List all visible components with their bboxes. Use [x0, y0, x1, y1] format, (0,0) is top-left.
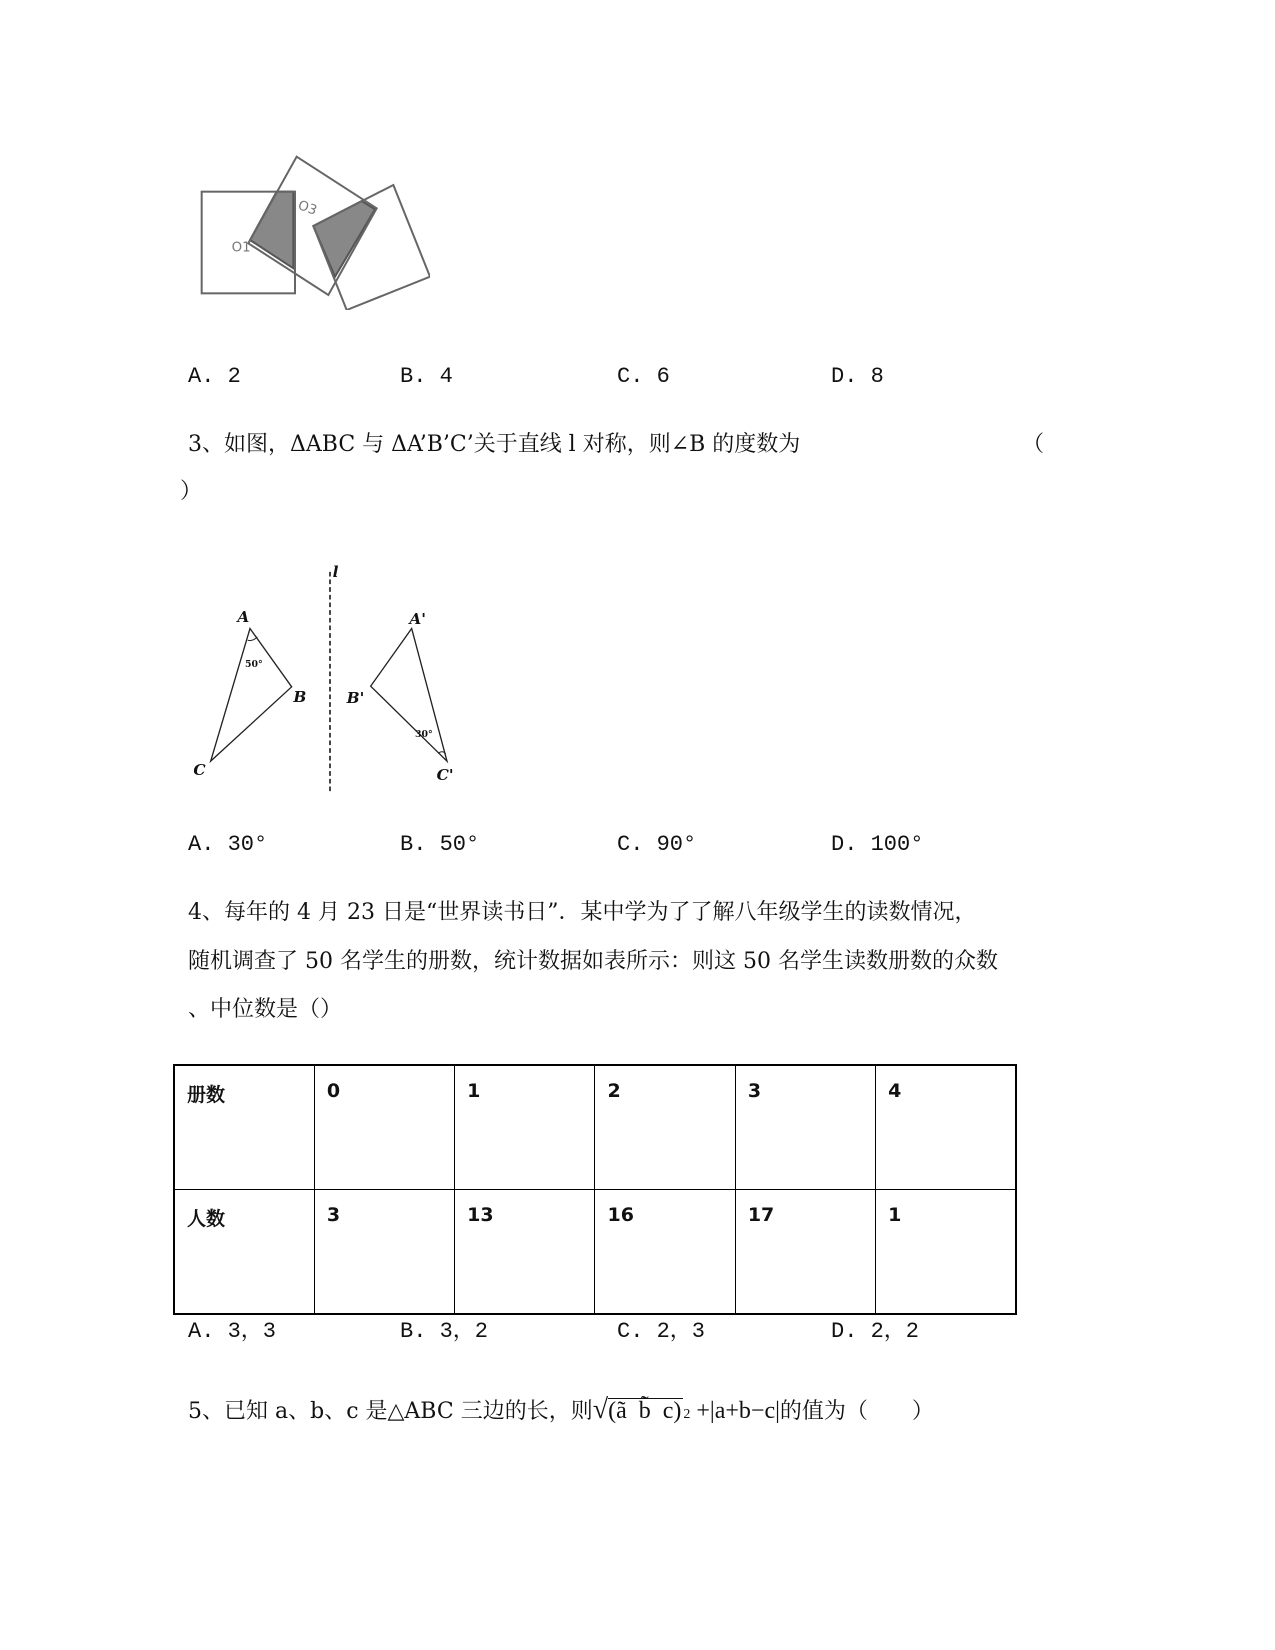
q3-question: 3、如图，ΔABC 与 ΔA’B’C’关于直线 l 对称，则∠B 的度数为 [188, 432, 801, 457]
table-cell: 4 [876, 1065, 1016, 1190]
q5-question [188, 1396, 934, 1424]
table-cell: 人数 [174, 1190, 314, 1315]
q3-paren-open: （ [1022, 432, 1045, 457]
triangle-abc [211, 629, 292, 762]
q4-line-3: 、中位数是（） [188, 997, 343, 1022]
table-cell: 13 [455, 1190, 595, 1315]
q5-suffix: 的值为（ ） [779, 1399, 934, 1424]
q2-option-a[interactable]: A. 2 [188, 364, 241, 389]
table-cell: 3 [314, 1190, 454, 1315]
q2-option-c[interactable]: C. 6 [617, 364, 670, 389]
q4-option-b[interactable]: B. 3，2 [400, 1319, 489, 1344]
q2-option-d[interactable]: D. 8 [831, 364, 884, 389]
table-row [174, 1065, 1016, 1190]
symmetric-triangles-figure [180, 530, 460, 797]
overlapping-squares-figure [180, 140, 430, 310]
q3-option-c[interactable]: C. 90° [617, 832, 697, 857]
table-cell: 17 [735, 1190, 875, 1315]
label-o3: O3 [295, 198, 319, 219]
sqrt-formula [593, 1396, 780, 1424]
q5-exponent: 2 [683, 1407, 691, 1422]
q3-option-b[interactable]: B. 50° [400, 832, 480, 857]
q5-radicand: (ã b̃ c) [608, 1398, 682, 1424]
q4-option-d[interactable]: D. 2，2 [831, 1319, 920, 1344]
sqrt-icon: √ [592, 1394, 609, 1425]
table-cell: 3 [735, 1065, 875, 1190]
label-a: A [237, 607, 250, 626]
label-b: B [293, 687, 307, 706]
q4-option-c[interactable]: C. 2，3 [617, 1319, 706, 1344]
q3-paren-close: ） [180, 479, 203, 504]
label-l: l [332, 562, 339, 581]
table-cell: 2 [595, 1065, 735, 1190]
label-b-prime: B' [346, 688, 365, 707]
q3-option-a[interactable]: A. 30° [188, 832, 268, 857]
table-cell: 1 [876, 1190, 1016, 1315]
angle-label-50: 50° [245, 658, 263, 670]
q2-option-b[interactable]: B. 4 [400, 364, 453, 389]
q4-line-1: 4、每年的 4 月 23 日是“世界读书日”．某中学为了了解八年级学生的读数情况， [188, 900, 977, 925]
label-o1: O1 [231, 240, 251, 256]
label-a-prime: A' [409, 610, 426, 629]
table-cell: 1 [455, 1065, 595, 1190]
label-c: C [193, 761, 206, 780]
q4-line-2: 随机调查了 50 名学生的册数，统计数据如表所示：则这 50 名学生读数册数的众数 [188, 949, 998, 974]
table-cell: 0 [314, 1065, 454, 1190]
table-cell: 册数 [174, 1065, 314, 1190]
q4-option-a[interactable]: A. 3，3 [188, 1319, 277, 1344]
q5-prefix: 5、已知 a、b、c 是△ABC 三边的长，则 [188, 1399, 593, 1424]
label-c-prime: C' [436, 766, 454, 785]
q5-middle: +|a+b−c| [690, 1398, 780, 1424]
triangle-a2b2c2 [371, 629, 447, 762]
angle-label-30: 30° [415, 728, 433, 740]
table-row [174, 1190, 1016, 1315]
table-cell: 16 [595, 1190, 735, 1315]
q3-option-d[interactable]: D. 100° [831, 832, 924, 857]
books-read-table [173, 1064, 1017, 1315]
